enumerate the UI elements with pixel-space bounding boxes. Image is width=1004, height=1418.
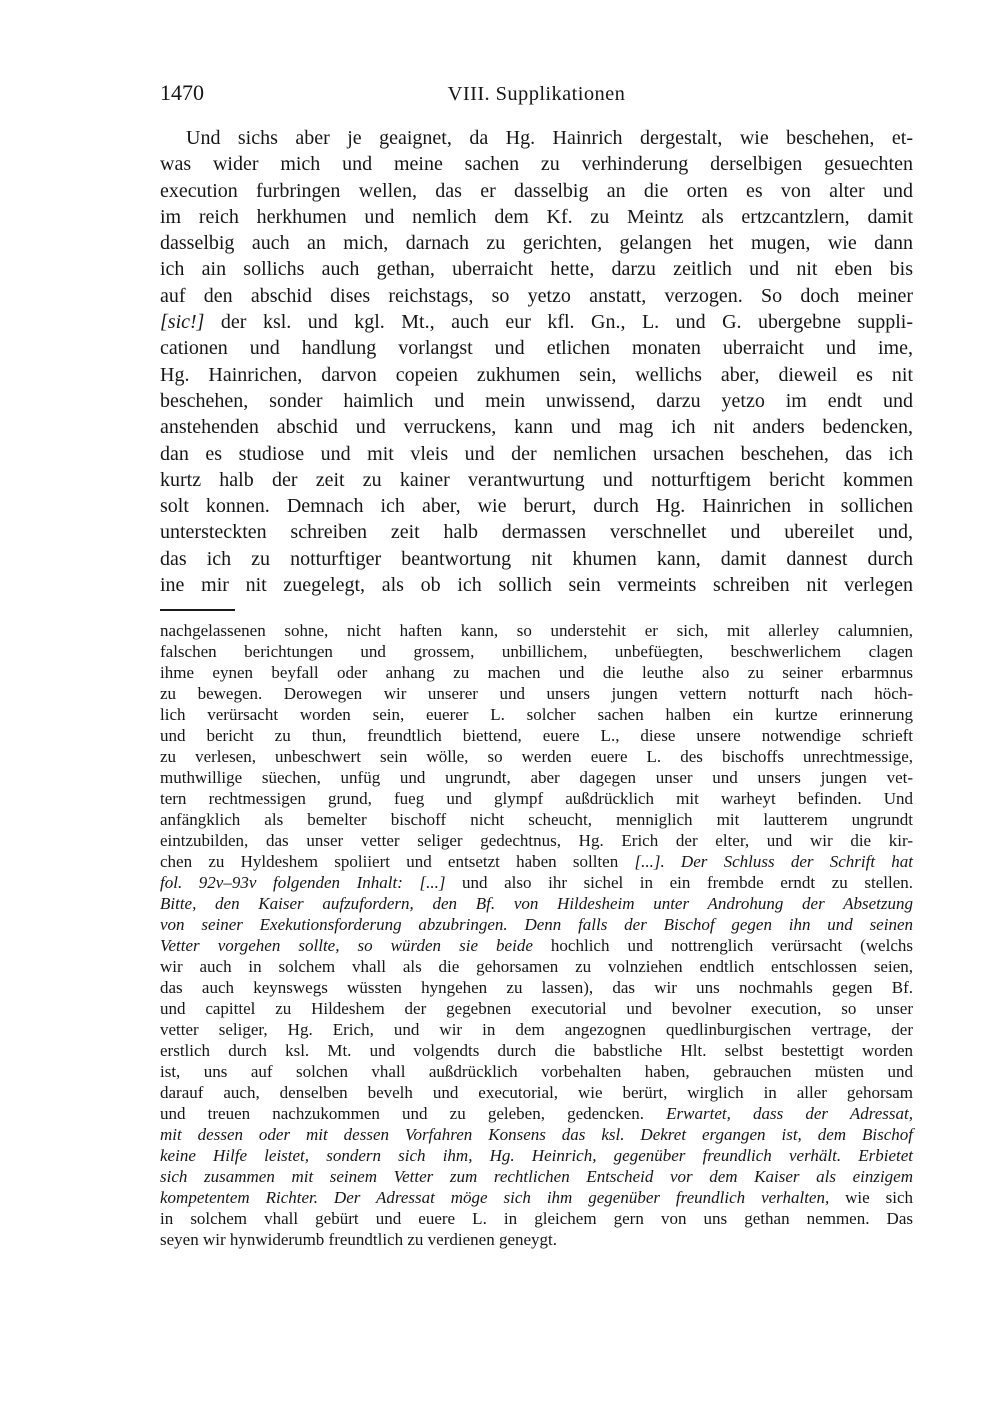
editorial-italic-text: fol. 92v–93v folgenden Inhalt: [...] bbox=[160, 873, 446, 892]
main-text-line bbox=[160, 388, 913, 414]
transcription-text: darauf auch, denselben bevelh und executorial, wie berürt, wirglich in aller gehorsam bbox=[160, 1083, 913, 1102]
main-text-line bbox=[160, 546, 913, 572]
footnote-line bbox=[160, 1208, 913, 1229]
editorial-italic-text: sich zusammen mit seinem Vetter zum rechtlichen Entscheid vor dem Kaiser als einzigem bbox=[160, 1167, 913, 1186]
footnote-line bbox=[160, 641, 913, 662]
page-number: 1470 bbox=[160, 80, 204, 105]
transcription-text: erstlich durch ksl. Mt. und volgendts durch die babstliche Hlt. selbst bestettigt worden bbox=[160, 1041, 913, 1060]
transcription-text: ist, uns auf solchen vhall außdrücklich vorbehalten haben, gebrauchen müsten und bbox=[160, 1062, 913, 1081]
footnote-line bbox=[160, 767, 913, 788]
transcription-text: vetter seliger, Hg. Erich, und wir in dem angezognen quedlinburgischen vertrage, der bbox=[160, 1020, 913, 1039]
transcription-text: chen zu Hyldeshem spoliiert und entsetzt haben sollten bbox=[160, 852, 635, 871]
transcription-text: zu verlesen, unbeschwert sein wölle, so werden euere L. des bischoffs unrechtmessige, bbox=[160, 747, 913, 766]
transcription-text: ich ain sollichs auch gethan, uberraicht hette, darzu zeitlich und nit eben bis bbox=[160, 258, 913, 281]
footnote-line bbox=[160, 893, 913, 914]
editorial-italic-text: mit dessen oder mit dessen Vorfahren Konsens das ksl. Dekret ergangen ist, dem Bischof bbox=[160, 1125, 913, 1144]
transcription-text: kurtz halb der zeit zu kainer verantwurtung und notturftigem bericht kommen bbox=[160, 468, 913, 491]
footnote-line bbox=[160, 1103, 913, 1124]
main-text-line bbox=[160, 362, 913, 388]
transcription-text: und treuen nachzukommen und zu geleben, gedencken. bbox=[160, 1104, 667, 1123]
footnote-line bbox=[160, 1124, 913, 1145]
footnote-line bbox=[160, 620, 913, 641]
footnote-line bbox=[160, 746, 913, 767]
transcription-text: Hg. Hainrichen, darvon copeien zukhumen sein, wellichs aber, dieweil es nit bbox=[160, 363, 913, 386]
page-header bbox=[160, 80, 913, 108]
main-text-line bbox=[160, 519, 913, 545]
main-text-line bbox=[160, 309, 913, 335]
transcription-text: seyen wir hynwiderumb freundtlich zu verdienen geneygt. bbox=[160, 1230, 558, 1249]
transcription-text: ine mir nit zuegelegt, als ob ich sollich sein vermeints schreiben nit verlegen bbox=[160, 574, 913, 597]
transcription-text: beschehen, sonder haimlich und mein unwissend, darzu yetzo im endt und bbox=[160, 389, 913, 412]
main-text-line bbox=[160, 256, 913, 282]
main-text-line bbox=[160, 572, 913, 598]
footnote-line bbox=[160, 1061, 913, 1082]
transcription-text: lich verürsacht worden sein, euerer L. solcher sachen halben ein kurtze erinnerung bbox=[160, 705, 913, 724]
transcription-text: cationen und handlung vorlangst und etlichen monaten uberraicht und ime, bbox=[160, 337, 913, 360]
footnote-separator-rule bbox=[160, 609, 235, 611]
footnote-line bbox=[160, 977, 913, 998]
main-text-line bbox=[160, 441, 913, 467]
transcription-text: untersteckten schreiben zeit halb dermassen verschnellet und ubereilet und, bbox=[160, 521, 913, 544]
transcription-text: wir auch in solchem vhall als die gehorsamen zu volnziehen endtlich entschlossen seien, bbox=[160, 957, 913, 976]
transcription-text: falschen berichtungen und grossem, unbillichem, unbefüegten, beschwerlichem clagen bbox=[160, 642, 913, 661]
transcription-text: und bericht zu thun, freundtlich biettend, euere L., diese unsere notwendige schrieft bbox=[160, 726, 913, 745]
footnote-line bbox=[160, 1166, 913, 1187]
main-text-line bbox=[160, 178, 913, 204]
transcription-text: Und sichs aber je geaignet, da Hg. Hainrich dergestalt, wie beschehen, et- bbox=[186, 127, 913, 149]
main-text-line bbox=[160, 414, 913, 440]
transcription-text: solt konnen. Demnach ich aber, wie berurt, durch Hg. Hainrichen in sollichen bbox=[160, 495, 913, 518]
transcription-text: nachgelassenen sohne, nicht haften kann, so understehit er sich, mit allerley calumnien, bbox=[160, 621, 913, 640]
main-text-block bbox=[160, 125, 913, 598]
transcription-text: in solchem vhall gebürt und euere L. in gleichem gern von uns gethan nemmen. Das bbox=[160, 1209, 913, 1228]
footnote-line bbox=[160, 851, 913, 872]
footnote-line bbox=[160, 1145, 913, 1166]
transcription-text: auf den abschid dises reichstags, so yetzo anstatt, verzogen. So doch meiner bbox=[160, 284, 913, 307]
transcription-text: anstehenden abschid und verruckens, kann und mag ich nit anders bedencken, bbox=[160, 416, 913, 439]
footnote-line bbox=[160, 1019, 913, 1040]
transcription-text: eintzubilden, das unser vetter seliger gedechtnus, Hg. Erich der elter, und wir die kir- bbox=[160, 831, 913, 850]
footnote-line bbox=[160, 1187, 913, 1208]
transcription-text: ihme eynen beyfall oder anhang zu machen und die leuthe also zu seiner erbarmnus bbox=[160, 663, 913, 682]
transcription-text: und also ihr sichel in ein frembde erndt zu stellen. bbox=[445, 873, 913, 892]
editorial-italic-text: [...]. Der Schluss der Schrift hat bbox=[634, 852, 914, 871]
transcription-text: was wider mich und meine sachen zu verhinderung derselbigen gesuechten bbox=[160, 153, 913, 176]
footnote-line bbox=[160, 683, 913, 704]
transcription-text: das ich zu notturftiger beantwortung nit khumen kann, damit dannest durch bbox=[160, 547, 913, 570]
main-text-line bbox=[160, 335, 913, 361]
main-text-line bbox=[160, 204, 913, 230]
footnote-line bbox=[160, 788, 913, 809]
footnote-block bbox=[160, 620, 913, 1250]
footnote-line bbox=[160, 830, 913, 851]
transcription-text: anfängklich als bemelter bischoff nicht scheucht, menniglich mit lautterem ungrundt bbox=[160, 810, 913, 829]
running-head: VIII. Supplikationen bbox=[447, 83, 626, 105]
main-text-line bbox=[160, 230, 913, 256]
main-text-line bbox=[160, 493, 913, 519]
editorial-italic-text: Bitte, den Kaiser aufzufordern, den Bf. von Hildesheim unter Androhung der Absetzung bbox=[160, 894, 913, 913]
editorial-italic-text: kompetentem Richter. Der Adressat möge sich ihm gegenüber freundlich verhalten, bbox=[160, 1188, 830, 1207]
transcription-text: muthwillige süechen, unfüg und ungrundt, aber dagegen unser und unsers jungen vet- bbox=[160, 768, 913, 787]
transcription-text: im reich herkhumen und nemlich dem Kf. zu Meintz als ertzcantzlern, damit bbox=[160, 205, 913, 228]
transcription-text: dan es studiose und mit vleis und der nemlichen ursachen beschehen, das ich bbox=[160, 442, 913, 465]
transcription-text: tern rechtmessigen grund, fueg und glympf außdrücklich mit warheyt befinden. Und bbox=[160, 789, 913, 808]
main-text-line bbox=[160, 151, 913, 177]
transcription-text: der ksl. und kgl. Mt., auch eur kfl. Gn., L. und G. ubergebne suppli- bbox=[204, 311, 913, 334]
footnote-line bbox=[160, 1229, 913, 1250]
transcription-text: execution furbringen wellen, das er dasselbig an die orten es von alter und bbox=[160, 179, 913, 202]
footnote-line bbox=[160, 935, 913, 956]
footnote-line bbox=[160, 914, 913, 935]
editorial-italic-text: [sic!] bbox=[160, 311, 205, 334]
transcription-text: und capittel zu Hildeshem der gegebnen executorial und bevolner execution, so unser bbox=[160, 999, 913, 1018]
transcription-text: zu bewegen. Derowegen wir unserer und unsers jungen vettern notturft nach höch- bbox=[160, 684, 913, 703]
footnote-line bbox=[160, 662, 913, 683]
footnote-line bbox=[160, 809, 913, 830]
editorial-italic-text: Vetter vorgehen sollte, so würden sie beide bbox=[160, 936, 551, 955]
transcription-text: wie sich bbox=[829, 1188, 913, 1207]
footnote-line bbox=[160, 956, 913, 977]
transcription-text: dasselbig auch an mich, darnach zu gerichten, gelangen het mugen, wie dann bbox=[160, 232, 913, 255]
transcription-text: hochlich und nottrenglich verürsacht (welchs bbox=[550, 936, 913, 955]
editorial-italic-text: Erwartet, dass der Adressat, bbox=[666, 1104, 913, 1123]
footnote-line bbox=[160, 725, 913, 746]
footnote-line bbox=[160, 872, 913, 893]
editorial-italic-text: keine Hilfe leistet, sondern sich ihm, Hg. Heinrich, gegenüber freundlich verhält. Erbietet bbox=[160, 1146, 913, 1165]
editorial-italic-text: von seiner Exekutionsforderung abzubringen. Denn falls der Bischof gegen ihn und seinen bbox=[160, 915, 913, 934]
footnote-line bbox=[160, 1082, 913, 1103]
footnote-line bbox=[160, 1040, 913, 1061]
footnote-line bbox=[160, 704, 913, 725]
main-text-line bbox=[160, 283, 913, 309]
main-text-line bbox=[160, 125, 913, 151]
footnote-line bbox=[160, 998, 913, 1019]
main-text-line bbox=[160, 467, 913, 493]
transcription-text: das auch keynswegs wüssten hyngehen zu lassen), das wir uns nochmahls gegen Bf. bbox=[160, 978, 913, 997]
